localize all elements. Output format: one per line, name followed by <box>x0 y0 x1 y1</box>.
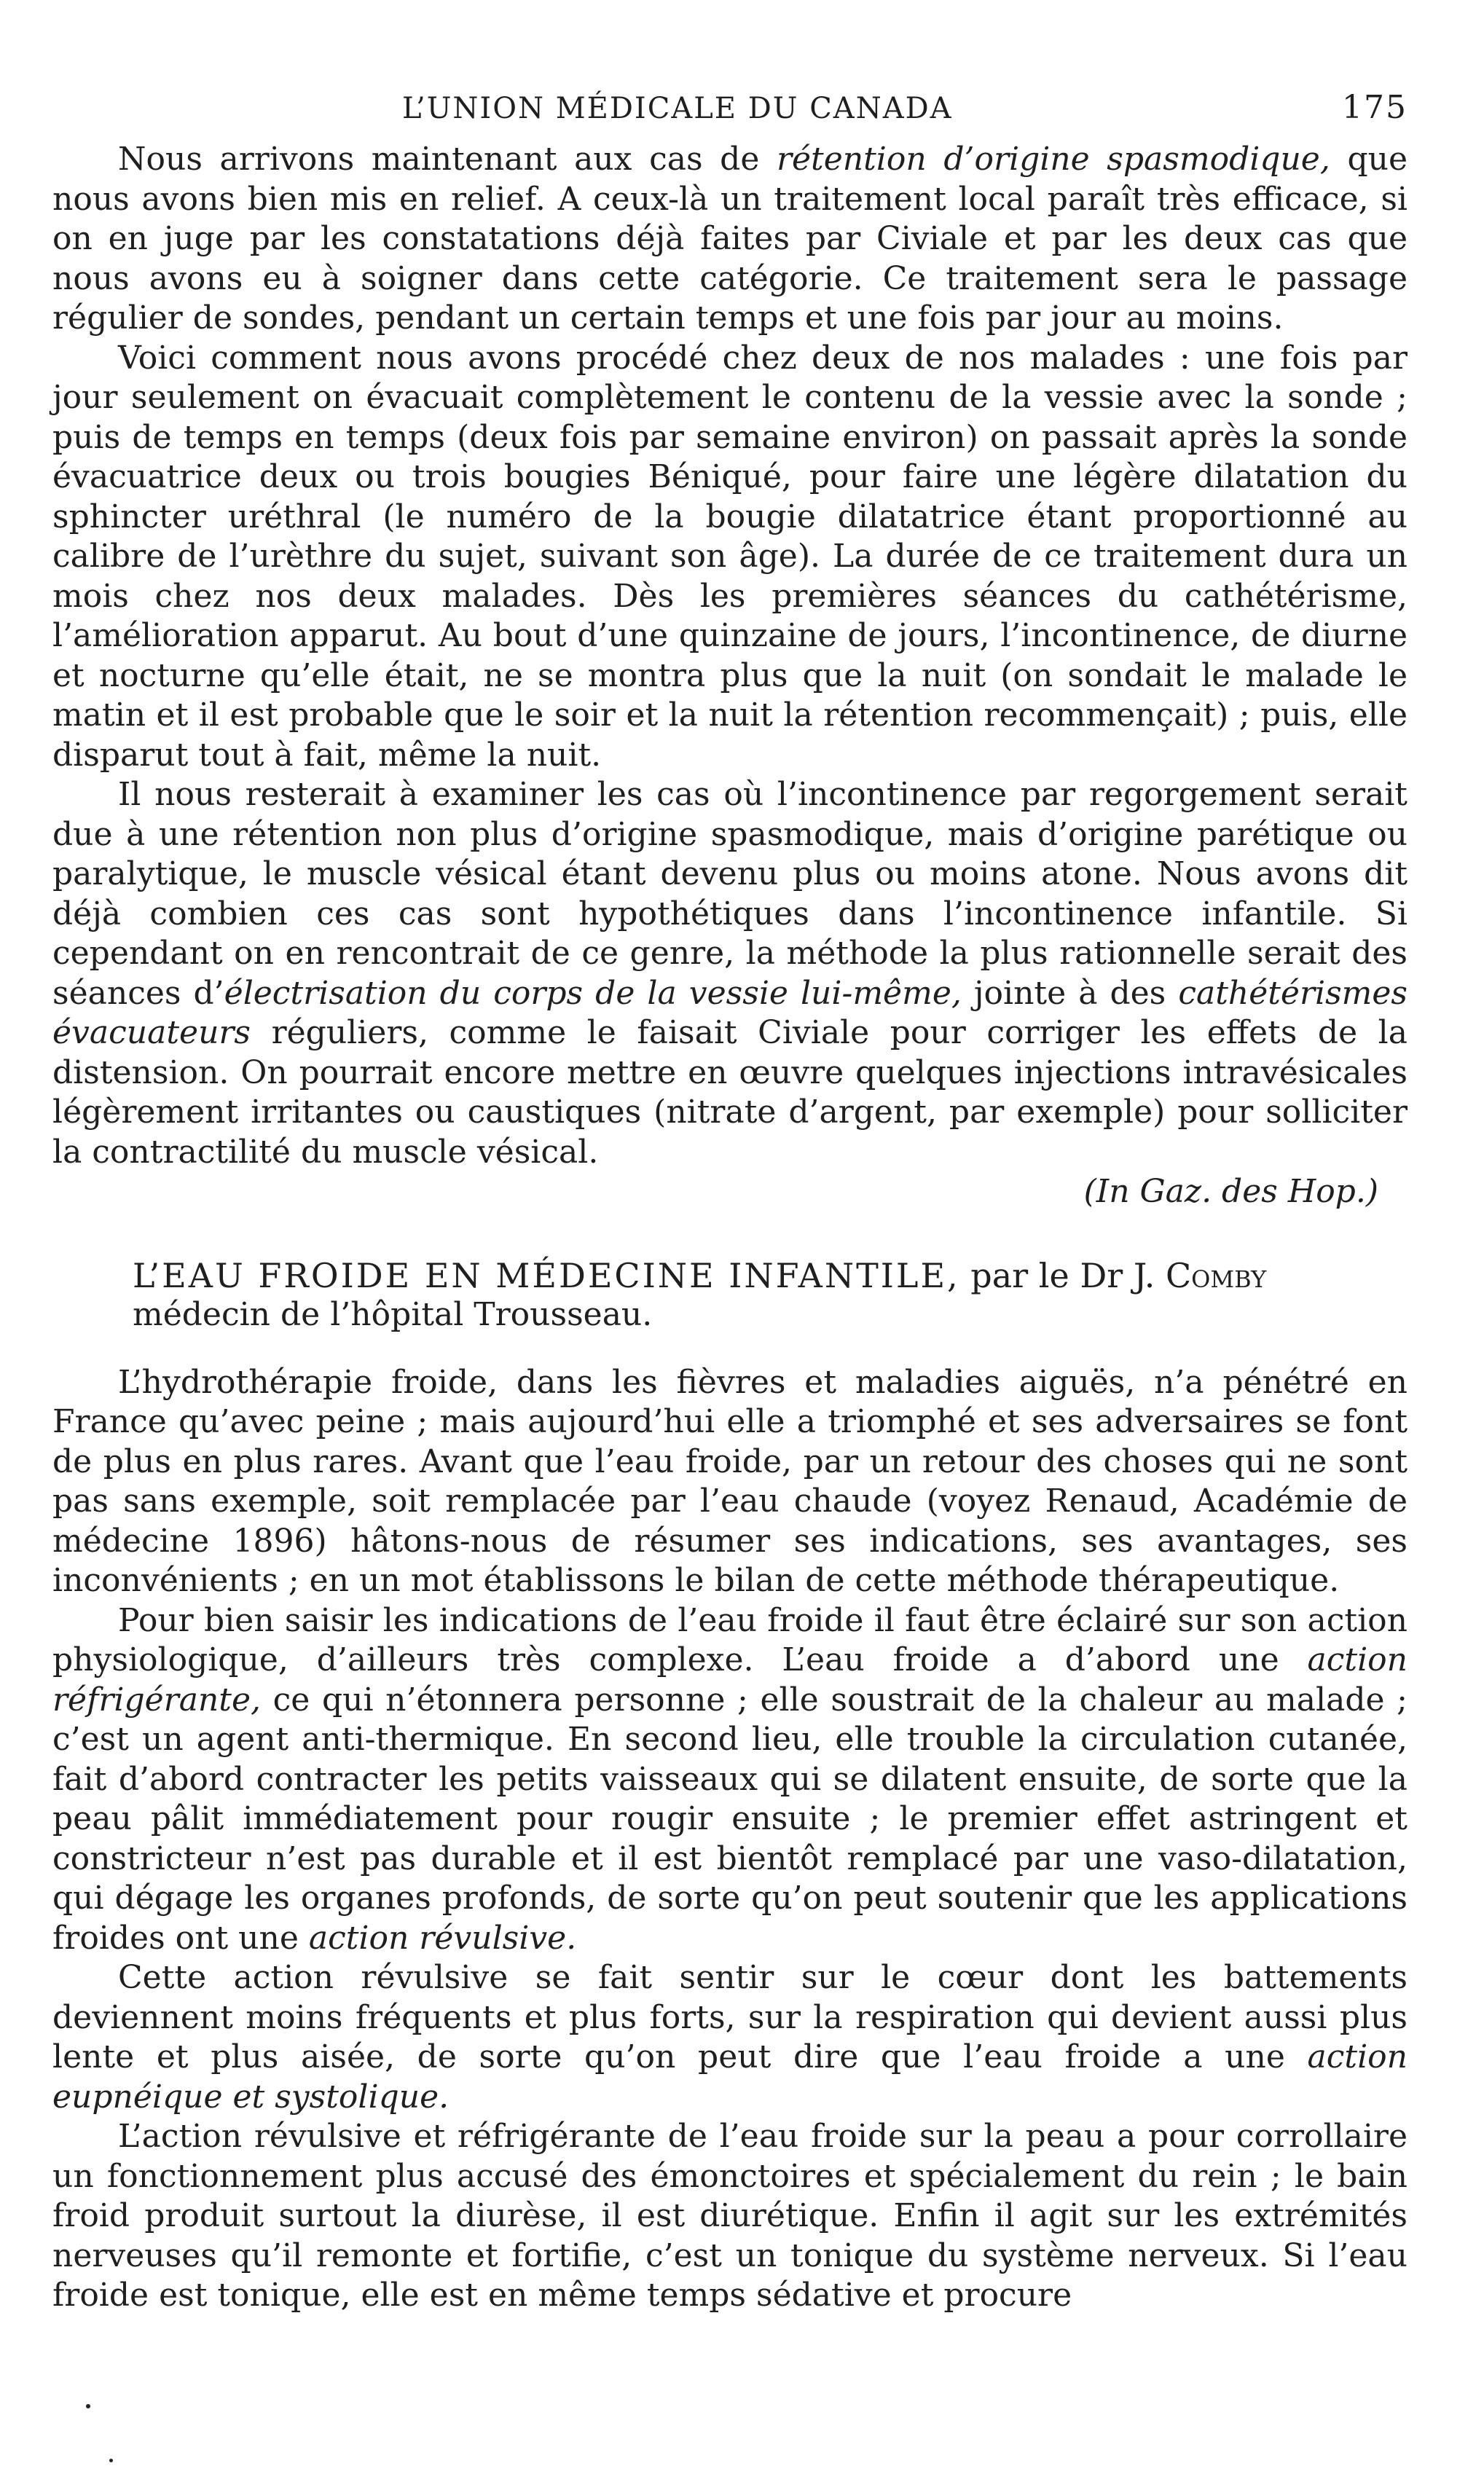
paragraph-text: Cette action révulsive se fait sentir sur le cœur dont les battements deviennent moins fréquents et plus forts, sur la respiration qui devient aussi plus lente et plus aisée, de sorte qu’on peut dire que l’eau froide a une <box>52 1959 1408 2075</box>
emphasis-term: cathétérismes évacuateurs <box>52 974 1408 1051</box>
paragraph-text: jointe à des <box>961 974 1179 1012</box>
emphasis-term: électrisation du corps de la vessie lui-même, <box>224 974 962 1012</box>
source-citation-text: (In Gaz. des Hop.) <box>1083 1173 1378 1210</box>
paragraph-hydrotherapy: L’hydrothérapie froide, dans les fièvres et maladies aiguës, n’a pénétré en France qu’avec peine ; mais aujourd’hui elle a triomphé et ses adversaires se font de plus en plus rares. Avant que l’eau froide, par un retour des choses qui ne sont pas sans exemple, soit remplacée par l’eau chaude (voyez Renaud, Académie de médecine 1896) hâtons-nous de résumer ses indications, ses avantages, ses inconvénients ; en un mot établissons le bilan de cette méthode thérapeutique. <box>52 1363 1408 1599</box>
emphasis-term: rétention d’origine spasmodique, <box>776 141 1330 178</box>
paragraph-diuretic-tonic: L’action révulsive et réfrigérante de l’eau froide sur la peau a pour corrollaire un fonctionnement plus accusé des émonctoires et spécialement du rein ; le bain froid produit surtout la diurèse, il est diurétique. Enfin il agit sur les extrémités nerveuses qu’il remonte et fortifie, c’est un tonique du système nerveux. Si l’eau froide est tonique, elle est en même temps sédative et procure <box>52 2118 1408 2314</box>
source-citation <box>52 1172 1378 1212</box>
running-title: L’UNION MÉDICALE DU CANADA <box>402 92 953 125</box>
paragraph-text: Nous arrivons maintenant aux cas de <box>118 141 777 178</box>
article-byline: par le Dr J. <box>959 1255 1166 1295</box>
paragraph-text: réguliers, comme le faisait Civiale pour corriger les effets de la distension. On pourrait encore mettre en œuvre quelques injections intravésicales légèrement irritantes ou caustiques (nitrate d’argent, par exemple) pour solliciter la contractilité du muscle vésical. <box>52 1014 1408 1171</box>
author-affiliation: médecin de l’hôpital Trousseau. <box>133 1296 653 1333</box>
paragraph-revulsive-action <box>52 1958 1408 2117</box>
print-speck <box>86 2404 90 2408</box>
article-title: L’EAU FROIDE EN MÉDECINE INFANTILE, <box>133 1255 960 1295</box>
article-author: Comby <box>1165 1255 1267 1295</box>
paragraph-text: ce qui n’étonnera personne ; elle soustrait de la chaleur au malade ; c’est un agent anti-thermique. En second lieu, elle trouble la circulation cutanée, fait d’abord contracter les petits vaisseaux qui se dilatent ensuite, de sorte que la peau pâlit immédiatement pour rougir ensuite ; le premier effet astringent et constricteur n’est pas durable et il est bientôt remplacé par une vaso-dilatation, qui dégage les organes profonds, de sorte qu’on peut soutenir que les applications froides ont une <box>52 1681 1408 1957</box>
paragraph-procedure: Voici comment nous avons procédé chez deux de nos malades : une fois par jour seulement on évacuait complètement le contenu de la vessie avec la sonde ; puis de temps en temps (deux fois par semaine environ) on passait après la sonde évacuatrice deux ou trois bougies Béniqué, pour faire une légère dilatation du sphincter uréthral (le numéro de la bougie dilatatrice étant proportionné au calibre de l’urèthre du sujet, suivant son âge). La durée de ce traitement dura un mois chez nos deux malades. Dès les premières séances du cathétérisme, l’amélioration apparut. Au bout d’une quinzaine de jours, l’incontinence, de diurne et nocturne qu’elle était, ne se montra plus que la nuit (on sondait le malade le matin et il est probable que le soir et la nuit la rétention recommençait) ; puis, elle disparut tout à fait, même la nuit. <box>52 339 1408 774</box>
page-number: 175 <box>1342 89 1408 126</box>
paragraph-text: Il nous resterait à examiner les cas où l’incontinence par regorgement serait due à une rétention non plus d’origine spasmodique, mais d’origine parétique ou paralytique, le muscle vésical étant devenu plus ou moins atone. Nous avons dit déjà combien ces cas sont hypothétiques dans l’incontinence infantile. Si cependant on en rencontrait de ce genre, la méthode la plus rationnelle serait des séances d’ <box>52 776 1408 1012</box>
paragraph-paretic-retention <box>52 775 1408 1172</box>
article-body <box>52 1363 1408 2316</box>
paragraph-text: Pour bien saisir les indications de l’eau froide il faut être éclairé sur son action physiologique, d’ailleurs très complexe. L’eau froide a d’abord une <box>52 1601 1408 1678</box>
paragraph-physiological-action <box>52 1601 1408 1959</box>
paragraph-spasmodic-retention <box>52 140 1408 339</box>
running-head <box>52 82 1408 140</box>
emphasis-term: action révulsive. <box>308 1919 577 1957</box>
journal-page <box>52 82 1408 2316</box>
emphasis-term: action réfrigérante, <box>52 1641 1408 1719</box>
emphasis-term: action eupnéique et systolique. <box>52 2038 1408 2116</box>
paragraph-text: que nous avons bien mis en relief. A ceux-là un traitement local paraît très efficace, si on en juge par les constatations déjà faites par Civiale et par les deux cas que nous avons eu à soigner dans cette catégorie. Ce traitement sera le passage régulier de sondes, pendant un certain temps et une fois par jour au moins. <box>52 141 1408 337</box>
article-heading <box>52 1256 1408 1335</box>
print-speck <box>109 2459 113 2462</box>
